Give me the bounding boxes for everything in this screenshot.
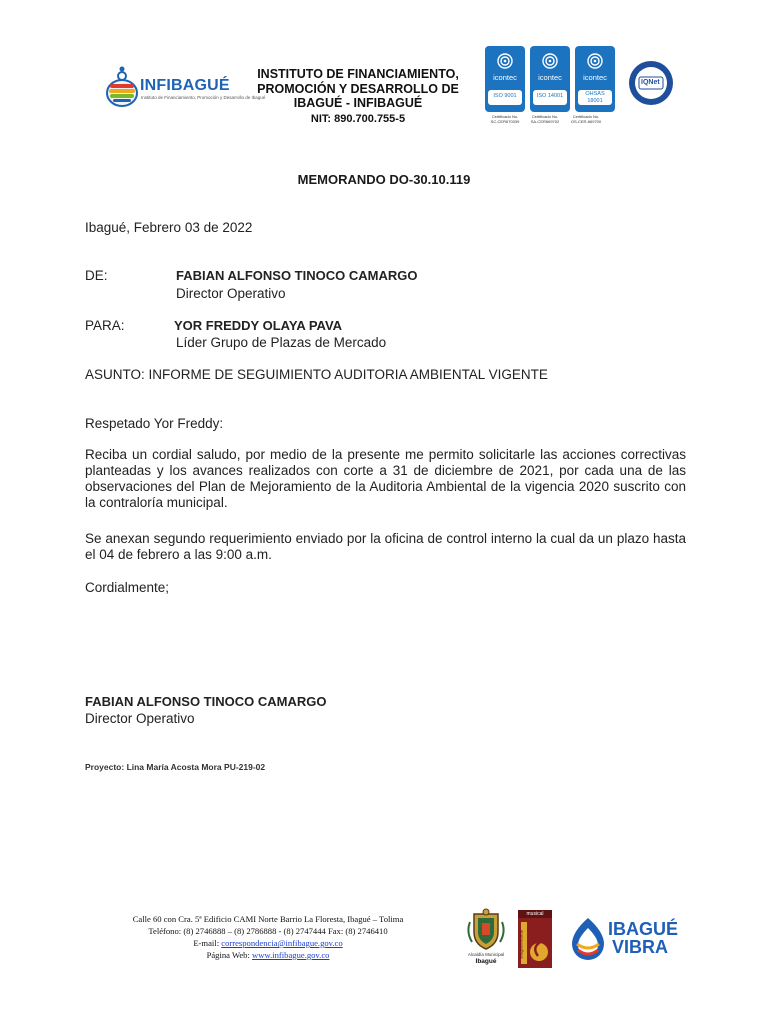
- institution-heading: [240, 67, 476, 126]
- footer-web-link[interactable]: www.infibague.gov.co: [252, 950, 330, 960]
- icontec-iso9001-badge: [485, 46, 525, 112]
- ibague-musical-logo: [518, 910, 552, 968]
- footer-web-label: Página Web:: [206, 950, 250, 960]
- memo-subject: ASUNTO: INFORME DE SEGUIMIENTO AUDITORIA AMBIENTAL VIGENTE: [85, 367, 548, 382]
- cert-label: Certificado No.: [531, 114, 559, 119]
- icontec-logo-icon: [542, 53, 558, 69]
- memo-date: Ibagué, Febrero 03 de 2022: [85, 220, 253, 235]
- badge-brand: icontec: [538, 73, 562, 82]
- memo-paragraph-2: Se anexan segundo requerimiento enviado por la oficina de control interno la cual da un plazo hasta el 04 de febrero a las 9:00 a.m.: [85, 531, 686, 562]
- cert-no: SC-CER670339: [490, 119, 520, 124]
- iqnet-label: IQNet: [641, 79, 660, 86]
- cert-no: OS-CER-669700: [570, 119, 602, 124]
- badge-standard: ISO 9001: [488, 90, 522, 105]
- memo-paragraph-1: Reciba un cordial saludo, por medio de la presente me permito solicitarle las acciones correctivas planteadas y los avances realizados con corte a 31 de diciembre de 2021, por cada una de las observaciones del Plan de Mejoramiento de la Auditoria Ambiental de la vigencia 2020 suscrito con la contraloría municipal.: [85, 447, 686, 510]
- iqnet-seal: [628, 60, 674, 106]
- signature-role: Director Operativo: [85, 711, 195, 726]
- badge-brand: icontec: [493, 73, 517, 82]
- to-name: YOR FREDDY OLAYA PAVA: [174, 318, 343, 333]
- badge-standard-line-1: OHSAS: [585, 91, 605, 97]
- icontec-iso14001-badge: [530, 46, 570, 112]
- vibra-line-2: VIBRA: [612, 937, 669, 957]
- badge-standard-line-2: 18001: [587, 98, 603, 104]
- footer-contact: [100, 913, 436, 961]
- ibague-coat-of-arms-icon: [464, 908, 508, 952]
- cert-label: Certificado No.: [491, 114, 519, 119]
- icontec-ohsas18001-badge: [575, 46, 615, 112]
- logo-tagline: Instituto de Financiamiento, Promoción y Desarrollo de Ibagué: [141, 95, 266, 100]
- from-name: FABIAN ALFONSO TINOCO CAMARGO: [176, 268, 418, 283]
- logo-wordmark: INFIBAGUÉ: [140, 77, 230, 94]
- to-label: PARA:: [85, 318, 125, 333]
- musical-label: musical: [526, 911, 544, 917]
- cert-number-3: [563, 114, 609, 124]
- memo-closing: Cordialmente;: [85, 580, 170, 595]
- footer-web: [100, 949, 436, 961]
- institution-line-3: IBAGUÉ - INFIBAGUÉ: [293, 96, 423, 110]
- vibra-line-1: IBAGUÉ: [608, 919, 679, 939]
- infibague-emblem-icon: [104, 64, 140, 110]
- institution-nit: NIT: 890.700.755-5: [310, 112, 406, 125]
- ibague-vibra-logo: [568, 914, 678, 964]
- project-note: Proyecto: Lina María Acosta Mora PU-219-02: [85, 762, 266, 772]
- escudo-caption-2: Ibagué: [475, 958, 497, 965]
- cert-number-2: [525, 114, 565, 124]
- badge-brand: icontec: [583, 73, 607, 82]
- signature-name: FABIAN ALFONSO TINOCO CAMARGO: [85, 694, 327, 709]
- memo-greeting: Respetado Yor Freddy:: [85, 416, 224, 431]
- footer-email-label: E-mail:: [193, 938, 220, 948]
- badge-standard: [578, 90, 612, 105]
- escudo-caption-1: Alcaldía Municipal: [467, 952, 505, 957]
- footer-email: [100, 937, 436, 949]
- to-role: Líder Grupo de Plazas de Mercado: [176, 335, 387, 350]
- ibague-vibra-drop-icon: [568, 916, 608, 962]
- icontec-logo-icon: [587, 53, 603, 69]
- icontec-logo-icon: [497, 53, 513, 69]
- footer-email-link[interactable]: correspondencia@infibague.gov.co: [221, 938, 343, 948]
- musical-vertical-text: ibaguéMusical: [518, 929, 524, 959]
- institution-line-2: PROMOCIÓN Y DESARROLLO DE: [257, 81, 459, 96]
- from-role: Director Operativo: [176, 286, 286, 301]
- cert-number-1: [485, 114, 525, 124]
- institution-line-1: INSTITUTO DE FINANCIAMIENTO,: [257, 67, 459, 81]
- footer-address: Calle 60 con Cra. 5ª Edificio CAMI Norte Barrio La Floresta, Ibagué – Tolima: [132, 914, 404, 924]
- badge-standard: ISO 14001: [533, 90, 567, 105]
- from-label: DE:: [85, 268, 108, 283]
- alcaldia-ibague-logo: [464, 908, 508, 968]
- cert-no: SA-CER669702: [530, 119, 560, 124]
- footer-phones: Teléfono: (8) 2746888 – (8) 2786888 - (8) 2747444 Fax: (8) 2746410: [148, 926, 388, 936]
- memo-title: MEMORANDO DO-30.10.119: [297, 172, 471, 187]
- cert-label: Certificado No.: [572, 114, 600, 119]
- infibague-logo: [104, 64, 266, 110]
